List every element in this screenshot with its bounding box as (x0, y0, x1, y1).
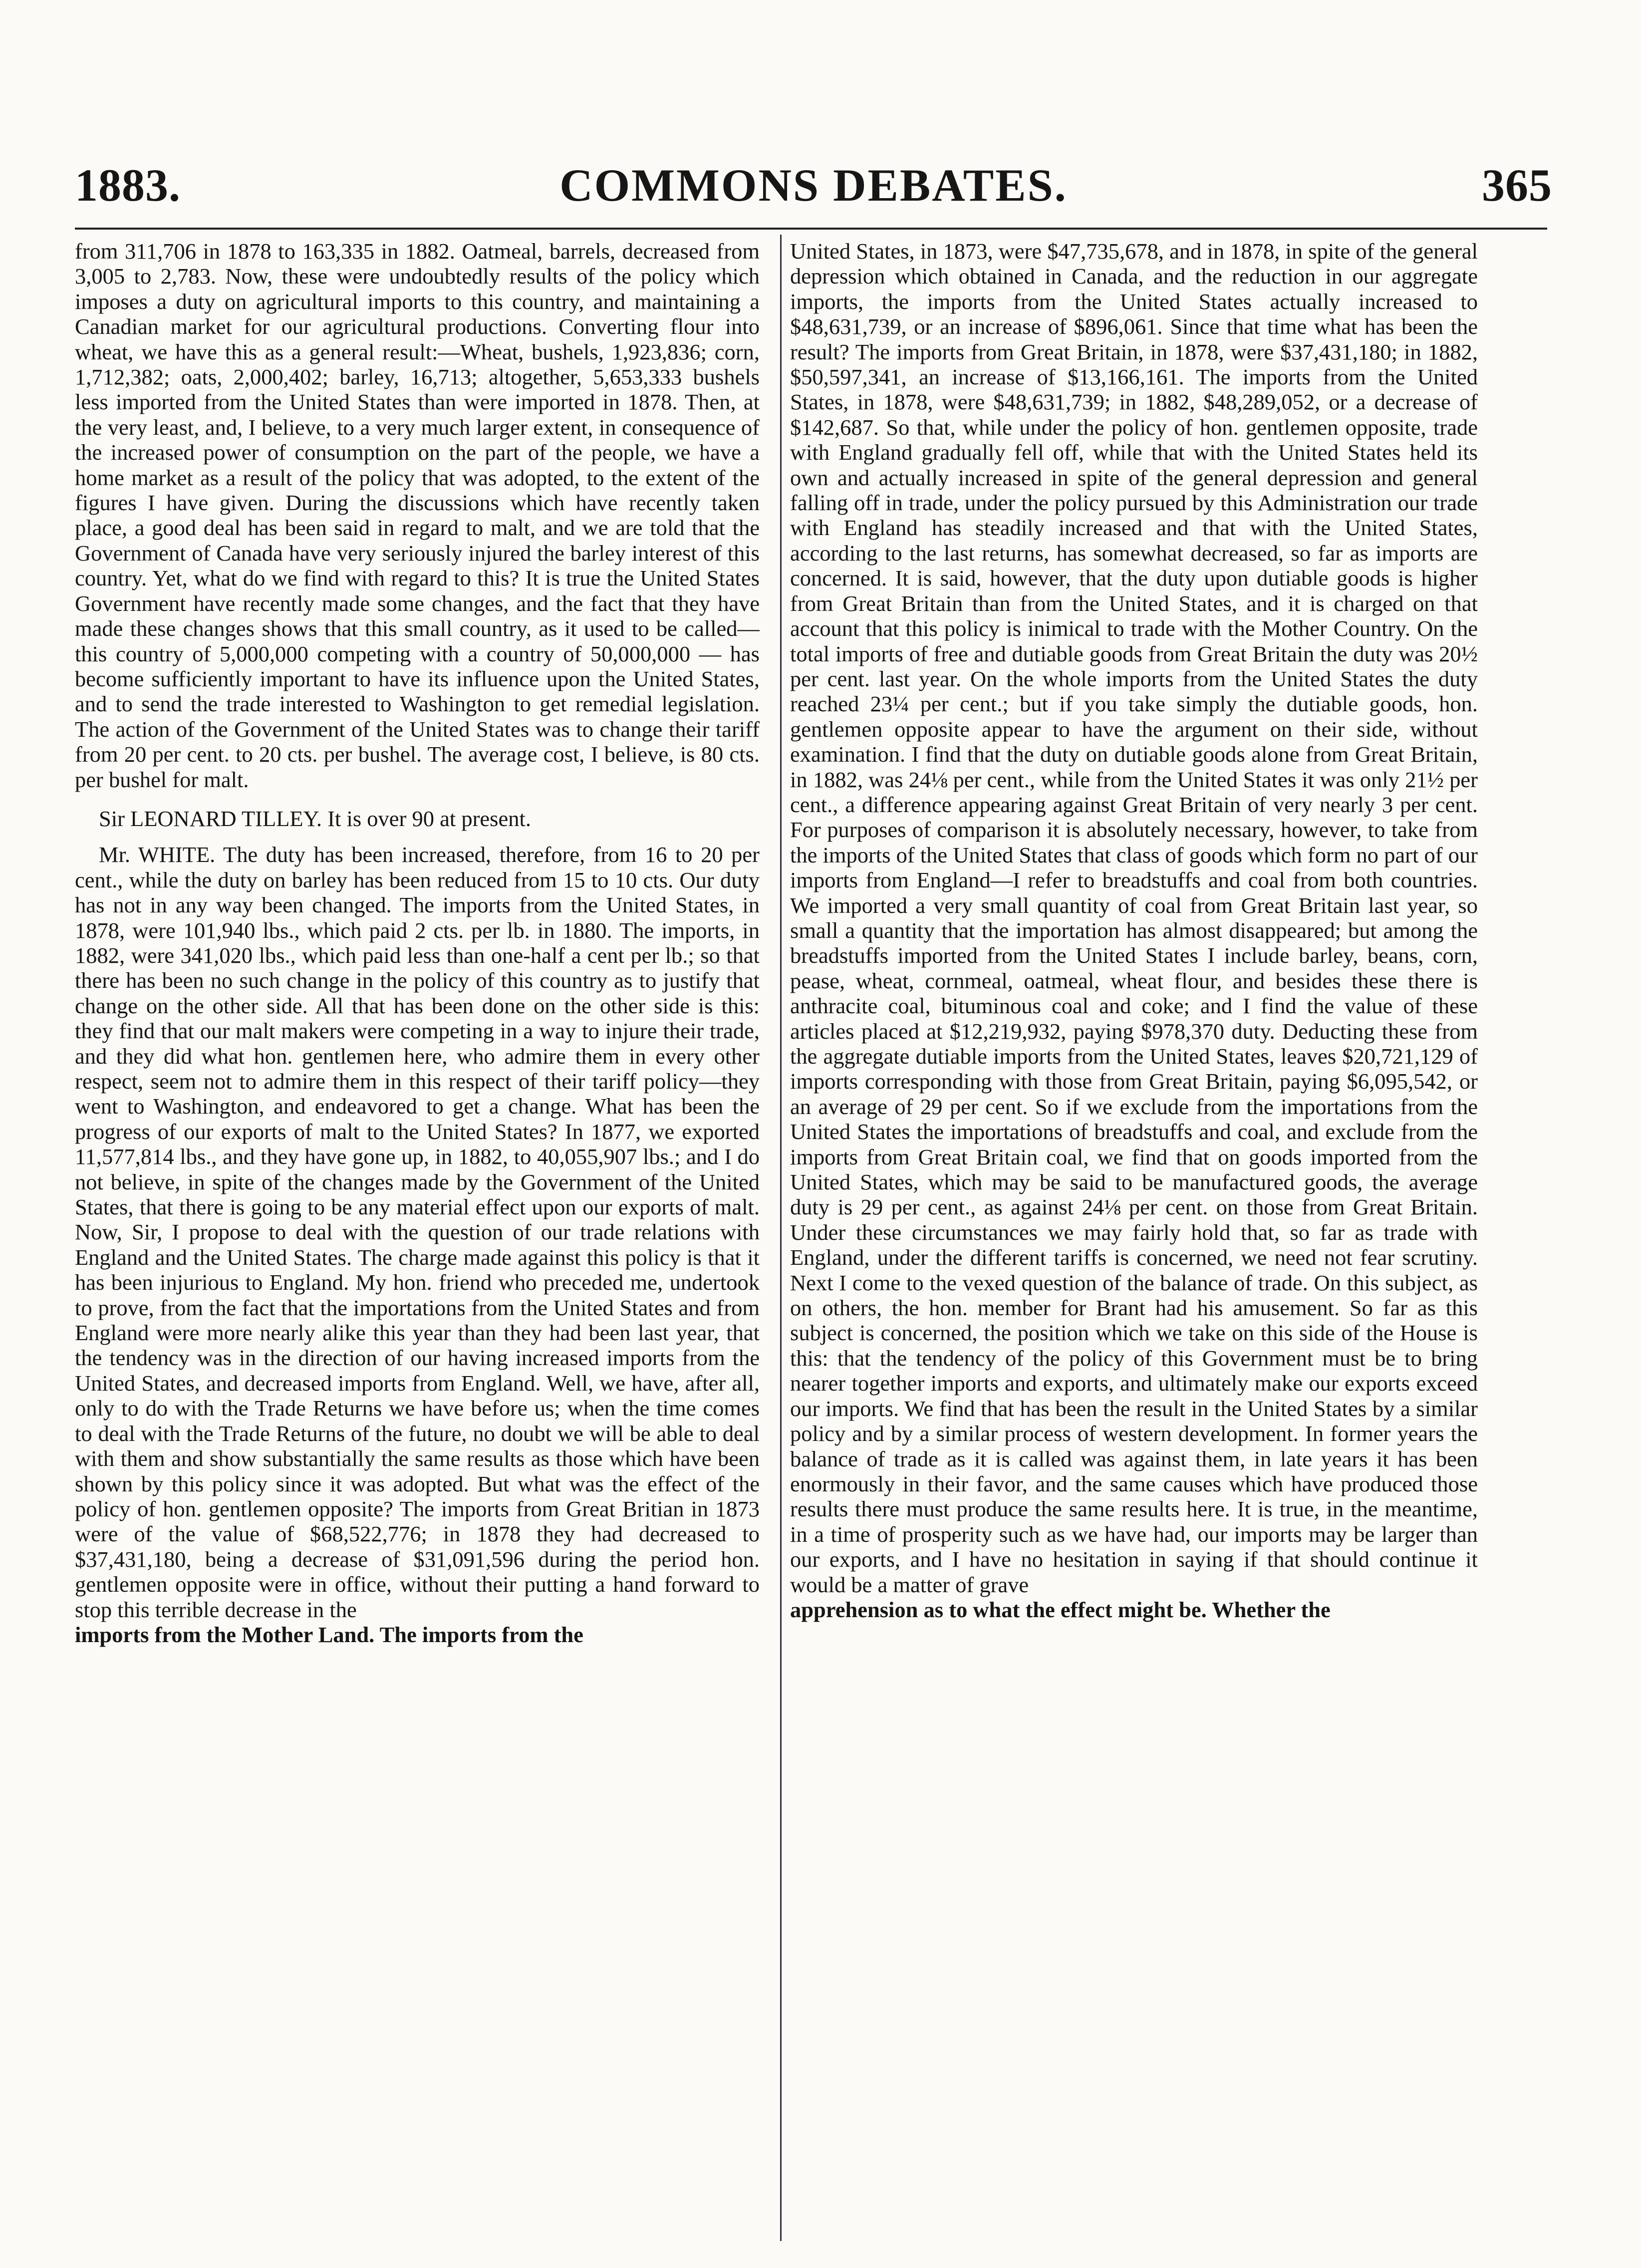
header-year: 1883. (75, 160, 181, 211)
right-column (790, 239, 1478, 2245)
speaker-name-white: Mr. WHITE. (99, 842, 216, 867)
speaker-text-white: The duty has been increased, therefore, from 16 to 20 per cent., while the duty on barley has been reduced from 15 to 10 cts. Our duty has not in any way been changed. The imports from the United States, in 1878, were 101,940 lbs., which paid 2 cts. per lb. in 1880. The imports, in 1882, were 341,020 lbs., which paid less than one-half a cent per lb.; so that there has been no such change in the policy of this country as to justify that change on the other side. All that has been done on the other side is this: they find that our malt makers were competing in a way to injure their trade, and they did what hon. gentlemen here, who admire them in every other respect, seem not to admire them in this respect of their tariff policy—they went to Washington, and endeavored to get a change. What has been the progress of our exports of malt to the United States? In 1877, we exported 11,577,814 lbs., and they have gone up, in 1882, to 40,055,907 lbs.; and I do not believe, in spite of the changes made by the Government of the United States, that there is going to be any material effect upon our exports of malt. Now, Sir, I propose to deal with the question of our trade relations with England and the United States. The charge made against this policy is that it has been injurious to England. My hon. friend who preceded me, undertook to prove, from the fact that the importations from the United States and from England were more nearly alike this year than they had been last year, that the tendency was in the direction of our having increased imports from the United States, and decreased imports from England. Well, we have, after all, only to do with the Trade Returns we have before us; when the time comes to deal with the Trade Returns of the future, no doubt we will be able to deal with them and show substantially the same results as those which have been shown by this policy since it was adopted. But what was the effect of the policy of hon. gentlemen opposite? The imports from Great Britian in 1873 were of the value of $68,522,776; in 1878 they had decreased to $37,431,180, being a decrease of $31,091,596 during the period hon. gentlemen opposite were in office, without their putting a hand forward to stop this terrible decrease in the (75, 842, 760, 1622)
right-paragraph-1: United States, in 1873, were $47,735,678, and in 1878, in spite of the general depression which obtained in Canada, and the reduction in our aggregate imports, the imports from the United States actually increased to $48,631,739, or an increase of $896,061. Since that time what has been the result? The imports from Great Britain, in 1878, were $37,431,180; in 1882, $50,597,341, an increase of $13,166,161. The imports from the United States, in 1878, were $48,631,739; in 1882, $48,289,052, or a decrease of $142,687. So that, while under the policy of hon. gentlemen opposite, trade with England gradually fell off, while that with the United States held its own and actually increased in spite of the general depression and general falling off in trade, under the policy pursued by this Administration our trade with England has steadily increased and that with the United States, according to the last returns, has somewhat decreased, so far as imports are concerned. It is said, however, that the duty upon dutiable goods is higher from Great Britain than from the United States, and it is charged on that account that this policy is inimical to trade with the Mother Country. On the total imports of free and dutiable goods from Great Britain the duty was 20½ per cent. last year. On the whole imports from the United States the duty reached 23¼ per cent.; but if you take simply the dutiable goods, hon. gentlemen opposite appear to have the argument on their side, without examination. I find that the duty on dutiable goods alone from Great Britain, in 1882, was 24⅛ per cent., while from the United States it was only 21½ per cent., a difference appearing against Great Britain of very nearly 3 per cent. For purposes of comparison it is absolutely necessary, however, to take from the imports of the United States that class of goods which form no part of our imports from England—I refer to breadstuffs and coal from both countries. We imported a very small quantity of coal from Great Britain last year, so small a quantity that the importation has almost disappeared; but among the breadstuffs imported from the United States I include barley, beans, corn, pease, wheat, cornmeal, oatmeal, wheat flour, and besides these there is anthracite coal, bituminous coal and coke; and I find the value of these articles placed at $12,219,932, paying $978,370 duty. Deducting these from the aggregate dutiable imports from the United States, leaves $20,721,129 of imports corresponding with those from Great Britain, paying $6,095,542, or an average of 29 per cent. So if we exclude from the importations from the United States the importations of breadstuffs and coal, and exclude from the imports from Great Britain coal, we find that on goods imported from the United States, which may be said to be manufactured goods, the average duty is 29 per cent., as against 24⅛ per cent. on those from Great Britain. Under these circumstances we may fairly hold that, so far as trade with England, under the different tariffs is concerned, we need not fear scrutiny. Next I come to the vexed question of the balance of trade. On this subject, as on others, the hon. member for Brant had his amusement. So far as this subject is concerned, the position which we take on this side of the House is this: that the tendency of the policy of this Government must be to bring nearer together imports and exports, and ultimately make our exports exceed our imports. We find that has been the result in the United States by a similar policy and by a similar process of western development. In former years the balance of trade as it is called was against them, in late years it has been enormously in their favor, and the same causes which have produced those results there must produce the same results here. It is true, in the meantime, in a time of prosperity such as we have had, our imports may be larger than our exports, and I have no hesitation in saying if that should continue it would be a matter of grave (790, 239, 1478, 1597)
speaker-name-tilley: Sir LEONARD TILLEY. (99, 806, 322, 831)
speaker-text-tilley: It is over 90 at present. (327, 806, 531, 831)
left-paragraph-1: from 311,706 in 1878 to 163,335 in 1882. Oatmeal, barrels, decreased from 3,005 to 2,783. Now, these were undoubtedly results of the policy which imposes a duty on agricultural imports to this country, and maintaining a Canadian market for our agricultural productions. Converting flour into wheat, we have this as a general result:—Wheat, bushels, 1,923,836; corn, 1,712,382; oats, 2,000,402; barley, 16,713; altogether, 5,653,333 bushels less imported from the United States than were imported in 1878. Then, at the very least, and, I believe, to a very much larger extent, in consequence of the increased power of consumption on the part of the people, we have a home market as a result of the policy that was adopted, to the extent of the figures I have given. During the discussions which have recently taken place, a good deal has been said in regard to malt, and we are told that the Government of Canada have very seriously injured the barley interest of this country. Yet, what do we find with regard to this? It is true the United States Government have recently made some changes, and the fact that they have made these changes shows that this small country, as it used to be called—this country of 5,000,000 competing with a country of 50,000,000 — has become sufficiently important to have its influence upon the United States, and to send the trade interested to Washington to get remedial legislation. The action of the Government of the United States was to change their tariff from 20 per cent. to 20 cts. per bushel. The average cost, I believe, is 80 cts. per bushel for malt. (75, 239, 760, 792)
page-header (75, 159, 1552, 219)
speaker-tilley-paragraph (75, 806, 760, 831)
header-rule (75, 228, 1547, 230)
header-page-number: 365 (1482, 160, 1552, 211)
right-last-line: apprehension as to what the effect might be. Whether the (790, 1597, 1331, 1622)
header-title: COMMONS DEBATES. (559, 160, 1068, 211)
column-divider (780, 235, 782, 2241)
left-last-line: imports from the Mother Land. The imports from the (75, 1622, 583, 1647)
left-column (75, 239, 760, 2245)
speaker-white-paragraph (75, 842, 760, 1622)
